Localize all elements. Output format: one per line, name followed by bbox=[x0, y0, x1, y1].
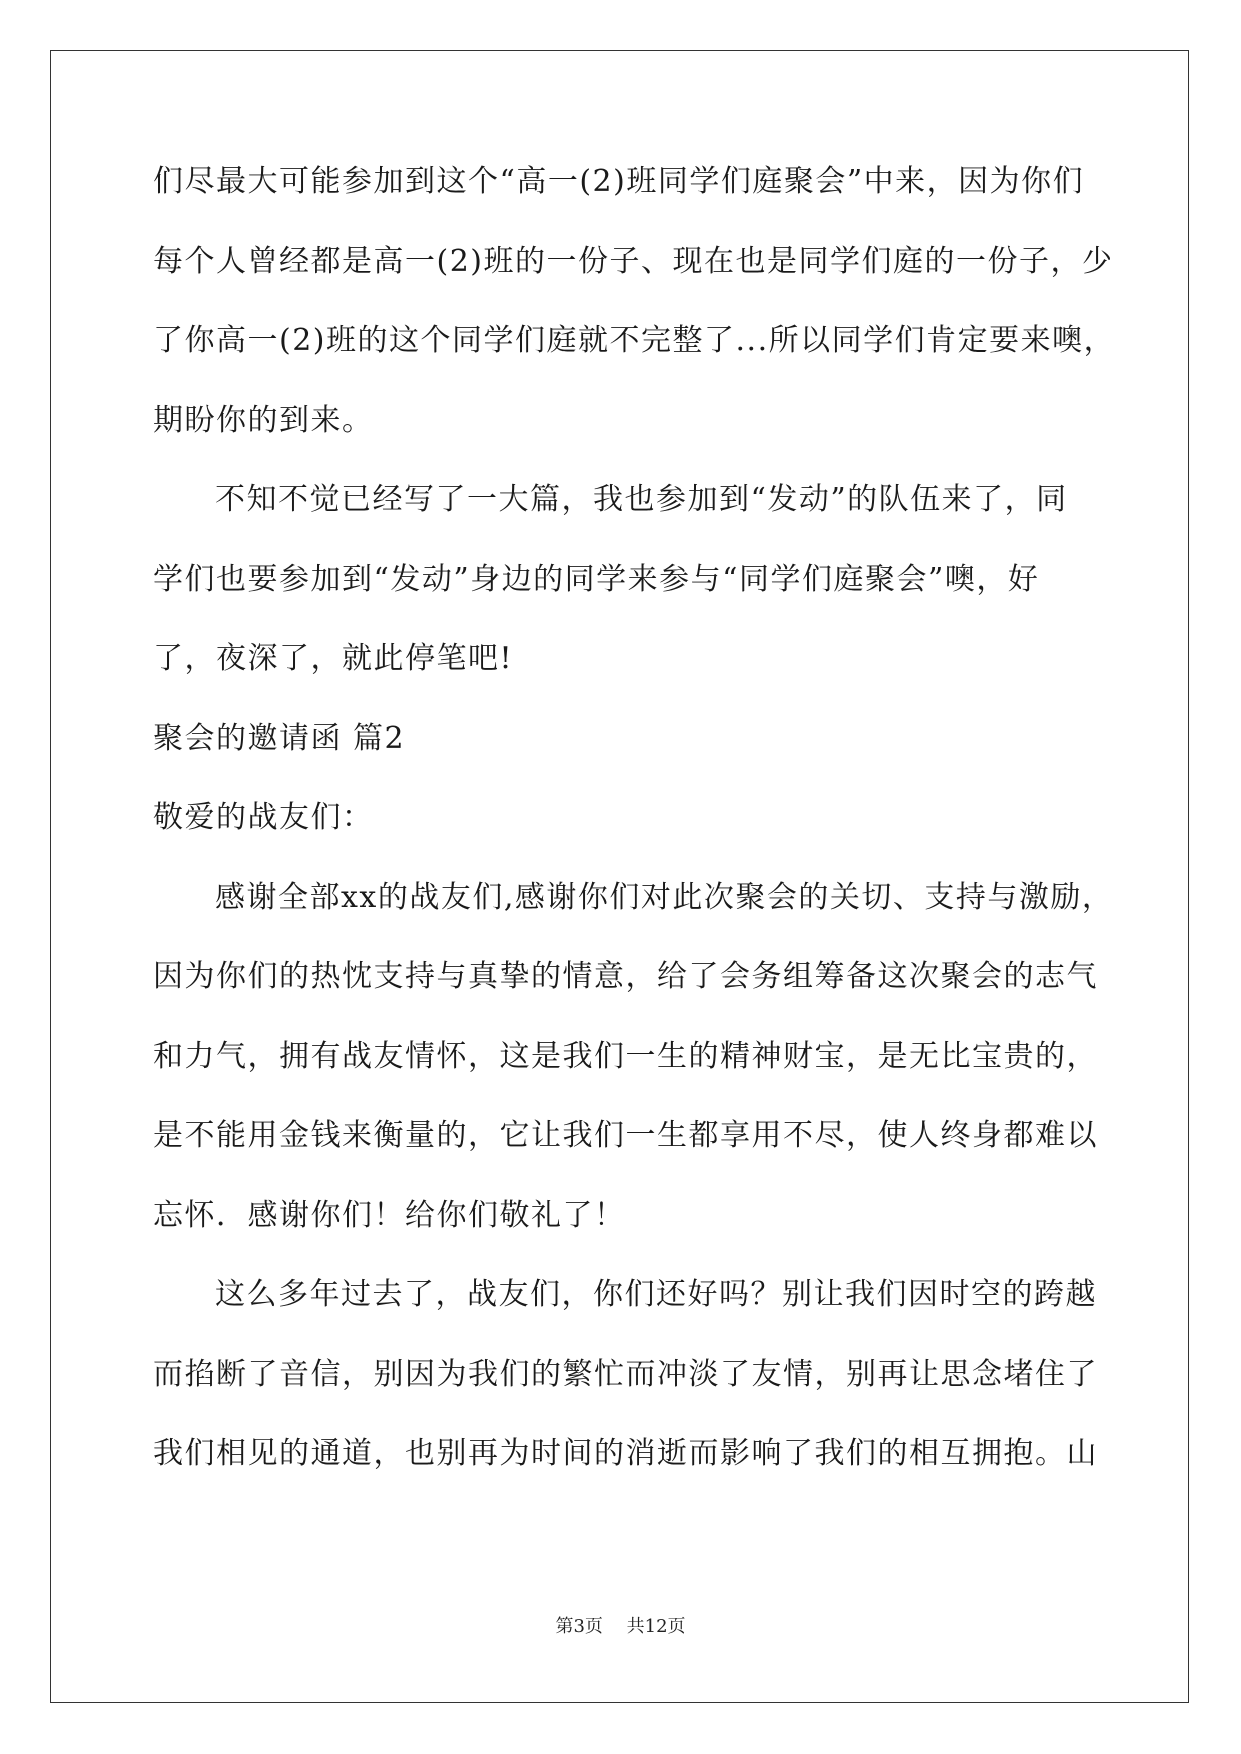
text-line: 敬爱的战友们： bbox=[153, 800, 374, 835]
document-body bbox=[153, 162, 1116, 1514]
text-line: 和力气，拥有战友情怀，这是我们一生的精神财宝，是无比宝贵的， bbox=[153, 1038, 1098, 1074]
page-number: 第3页 bbox=[555, 1616, 603, 1637]
text-line: 我们相见的通道，也别再为时间的消逝而影响了我们的相互拥抱。山 bbox=[153, 1436, 1098, 1471]
text-line: 学们也要参加到“发动”身边的同学来参与“同学们庭聚会”噢，好 bbox=[153, 561, 1040, 597]
text-line: 忘怀．感谢你们！给你们敬礼了！ bbox=[153, 1197, 626, 1233]
text-line: 是不能用金钱来衡量的，它让我们一生都享用不尽，使人终身都难以 bbox=[153, 1118, 1098, 1153]
text-line: 期盼你的到来。 bbox=[153, 402, 374, 438]
text-line: 而掐断了音信，别因为我们的繁忙而冲淡了友情，别再让思念堵住了 bbox=[153, 1356, 1098, 1392]
page-total: 共12页 bbox=[626, 1616, 686, 1637]
text-line: 每个人曾经都是高一(2)班的一份子、现在也是同学们庭的一份子，少 bbox=[153, 243, 1114, 279]
text-line: 感谢全部xx的战友们,感谢你们对此次聚会的关切、支持与激励， bbox=[215, 879, 1114, 915]
page-footer bbox=[0, 1612, 1241, 1638]
text-line: 因为你们的热忱支持与真挚的情意，给了会务组筹备这次聚会的志气 bbox=[153, 959, 1098, 994]
text-line: 了，夜深了，就此停笔吧! bbox=[153, 641, 514, 676]
text-line: 了你高一(2)班的这个同学们庭就不完整了...所以同学们肯定要来噢， bbox=[153, 323, 1116, 358]
text-line: 不知不觉已经写了一大篇，我也参加到“发动”的队伍来了，同 bbox=[215, 482, 1068, 517]
text-line: 聚会的邀请函 篇2 bbox=[153, 720, 406, 756]
text-line: 们尽最大可能参加到这个“高一(2)班同学们庭聚会”中来，因为你们 bbox=[153, 164, 1085, 199]
text-line: 这么多年过去了，战友们，你们还好吗？别让我们因时空的跨越 bbox=[215, 1277, 1097, 1312]
